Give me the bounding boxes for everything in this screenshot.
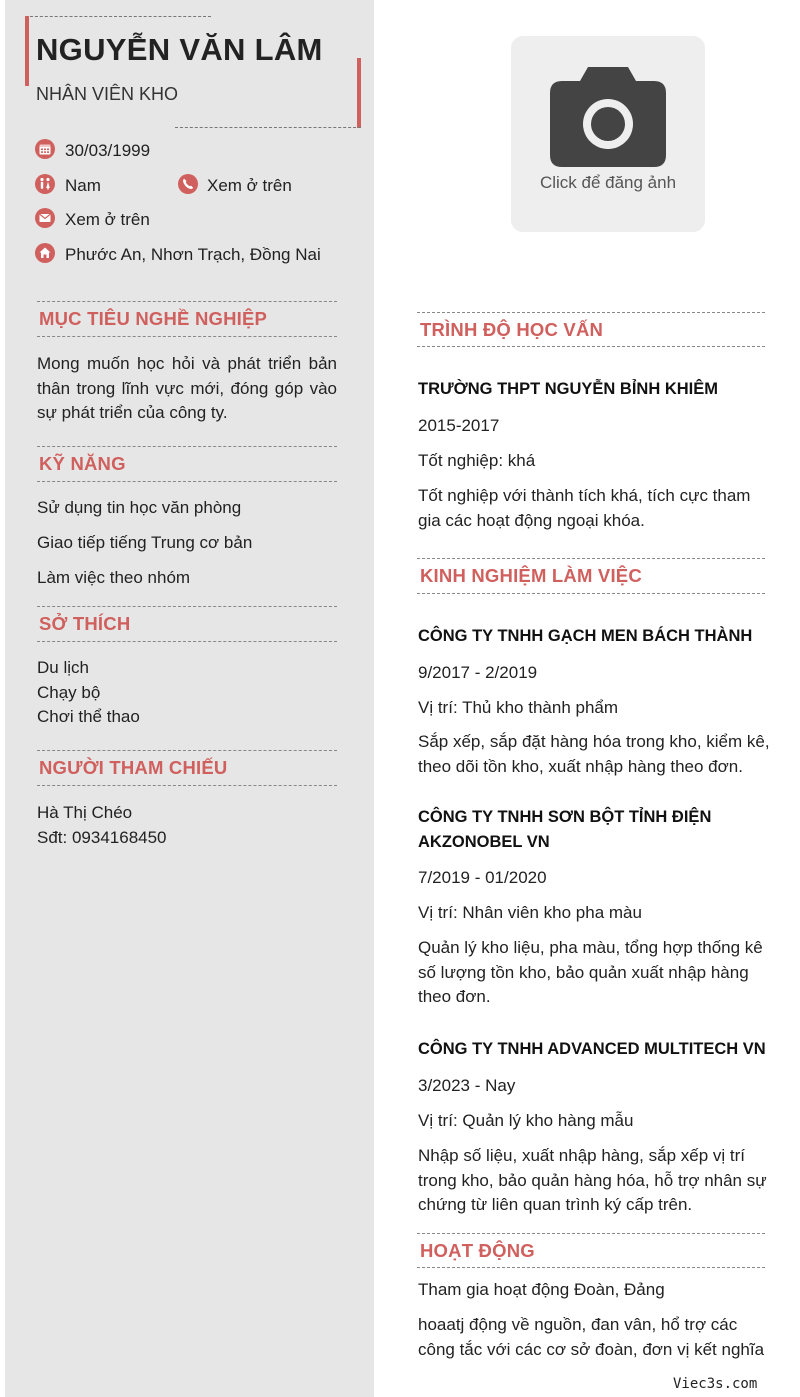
reference-block[interactable] (37, 801, 167, 850)
job-description[interactable] (418, 936, 763, 1010)
email-icon (35, 208, 55, 228)
skill-item[interactable]: Sử dụng tin học văn phòng (37, 498, 242, 517)
skills-bottom-divider (37, 481, 337, 482)
objective-title: MỤC TIÊU NGHỀ NGHIỆP (39, 308, 268, 329)
phone[interactable]: Xem ở trên (207, 176, 292, 195)
camera-icon (550, 65, 666, 167)
activity-item[interactable] (418, 1313, 764, 1362)
hobby-item: Chạy bộ (37, 682, 101, 702)
home-icon (35, 243, 55, 263)
job-period[interactable]: 7/2019 - 01/2020 (418, 868, 547, 887)
job-desc-line: trong kho, bảo quản hàng hóa, hỗ trợ nhân sự (418, 1170, 767, 1190)
skill-item[interactable]: Giao tiếp tiếng Trung cơ bản (37, 533, 253, 552)
name-frame-top-border (25, 16, 211, 17)
job-desc-line: Quản lý kho liệu, pha màu, tổng hợp thống kê (418, 938, 763, 957)
gender[interactable]: Nam (65, 176, 101, 195)
job-desc-line: số lượng tồn kho, bảo quản xuất nhập hàng (418, 962, 749, 982)
name-frame-bottom-border (175, 127, 361, 128)
education-desc-line: Tốt nghiệp với thành tích khá, tích cực tham (418, 486, 751, 505)
education-result[interactable]: Tốt nghiệp: khá (418, 451, 536, 470)
birthdate[interactable]: 30/03/1999 (65, 141, 151, 160)
job-period[interactable]: 3/2023 - Nay (418, 1076, 516, 1095)
experience-title: KINH NGHIỆM LÀM VIỆC (420, 565, 642, 586)
job-desc-line: theo đơn. (418, 987, 491, 1006)
hobby-list[interactable] (37, 656, 140, 730)
hobby-item: Chơi thể thao (37, 707, 140, 726)
hobbies-title: SỞ THÍCH (39, 613, 131, 634)
address[interactable]: Phước An, Nhơn Trạch, Đồng Nai (65, 245, 321, 264)
experience-bottom-divider (417, 593, 765, 594)
experience-top-divider (417, 558, 765, 559)
job-company[interactable]: CÔNG TY TNHH GẠCH MEN BÁCH THÀNH (418, 627, 753, 645)
activity-line: hoaatj động về nguồn, đan vân, hổ trợ các (418, 1315, 738, 1334)
job-position[interactable]: Vị trí: Nhân viên kho pha màu (418, 903, 642, 922)
skills-title: KỸ NĂNG (39, 453, 126, 474)
job-company-line: CÔNG TY TNHH SƠN BỘT TỈNH ĐIỆN (418, 808, 712, 826)
activities-bottom-divider (417, 1267, 765, 1268)
email[interactable]: Xem ở trên (65, 210, 150, 229)
hobby-item: Du lịch (37, 658, 89, 677)
candidate-job-title[interactable]: NHÂN VIÊN KHO (36, 84, 179, 104)
education-period[interactable]: 2015-2017 (418, 416, 500, 435)
objective-top-divider (37, 301, 337, 302)
photo-upload[interactable] (511, 36, 705, 232)
calendar-icon (35, 139, 55, 159)
activities-title: HOẠT ĐỘNG (420, 1240, 535, 1261)
objective-line: sự phát triển của công ty. (37, 403, 228, 422)
name-accent-bar-left (25, 16, 29, 86)
objective-bottom-divider (37, 336, 337, 337)
activities-top-divider (417, 1233, 765, 1234)
education-description[interactable] (418, 484, 750, 533)
objective-line: Mong muốn học hỏi và phát triển bản (37, 354, 337, 373)
candidate-name[interactable]: NGUYỄN VĂN LÂM (36, 32, 323, 67)
hobbies-top-divider (37, 606, 337, 607)
education-desc-line: gia các hoạt động ngoại khóa. (418, 510, 645, 530)
job-period[interactable]: 9/2017 - 2/2019 (418, 663, 538, 682)
skill-item[interactable]: Làm việc theo nhóm (37, 568, 191, 587)
photo-caption: Click để đăng ảnh (539, 173, 677, 192)
education-title: TRÌNH ĐỘ HỌC VẤN (420, 319, 604, 340)
phone-icon (178, 174, 198, 194)
reference-top-divider (37, 750, 337, 751)
activity-line: công tắc với các cơ sở đoàn, đơn vị kết nghĩa (418, 1339, 765, 1359)
reference-phone: Sđt: 0934168450 (37, 827, 167, 847)
job-description[interactable] (418, 1144, 767, 1218)
name-accent-bar-right (357, 58, 361, 128)
job-desc-line: theo dõi tồn kho, xuất nhập hàng theo đơn. (418, 756, 743, 776)
reference-bottom-divider (37, 785, 337, 786)
hobbies-bottom-divider (37, 641, 337, 642)
education-top-divider (417, 312, 765, 313)
watermark: Viec3s.com (673, 1376, 758, 1392)
education-bottom-divider (417, 346, 765, 347)
job-company-line: AKZONOBEL VN (418, 832, 550, 851)
job-position[interactable]: Vị trí: Thủ kho thành phẩm (418, 698, 619, 717)
gender-icon (35, 174, 55, 194)
objective-text[interactable] (37, 352, 337, 426)
education-school[interactable]: TRƯỜNG THPT NGUYỄN BỈNH KHIÊM (418, 380, 719, 398)
job-company[interactable]: CÔNG TY TNHH ADVANCED MULTITECH VN (418, 1040, 766, 1058)
job-desc-line: Sắp xếp, sắp đặt hàng hóa trong kho, kiểm kê, (418, 732, 770, 751)
job-desc-line: Nhập số liệu, xuất nhập hàng, sắp xếp vị trí (418, 1146, 745, 1165)
reference-name: Hà Thị Chéo (37, 803, 133, 822)
job-company[interactable] (418, 805, 711, 854)
activity-item[interactable]: Tham gia hoạt động Đoàn, Đảng (418, 1280, 665, 1299)
job-description[interactable] (418, 730, 770, 779)
job-position[interactable]: Vị trí: Quản lý kho hàng mẫu (418, 1111, 634, 1130)
objective-line: thân trong lĩnh vực mới, đóng góp vào (37, 378, 337, 398)
skills-top-divider (37, 446, 337, 447)
job-desc-line: chứng từ liên quan trình ký cấp trên. (418, 1195, 693, 1214)
reference-title: NGƯỜI THAM CHIẾU (39, 757, 228, 778)
